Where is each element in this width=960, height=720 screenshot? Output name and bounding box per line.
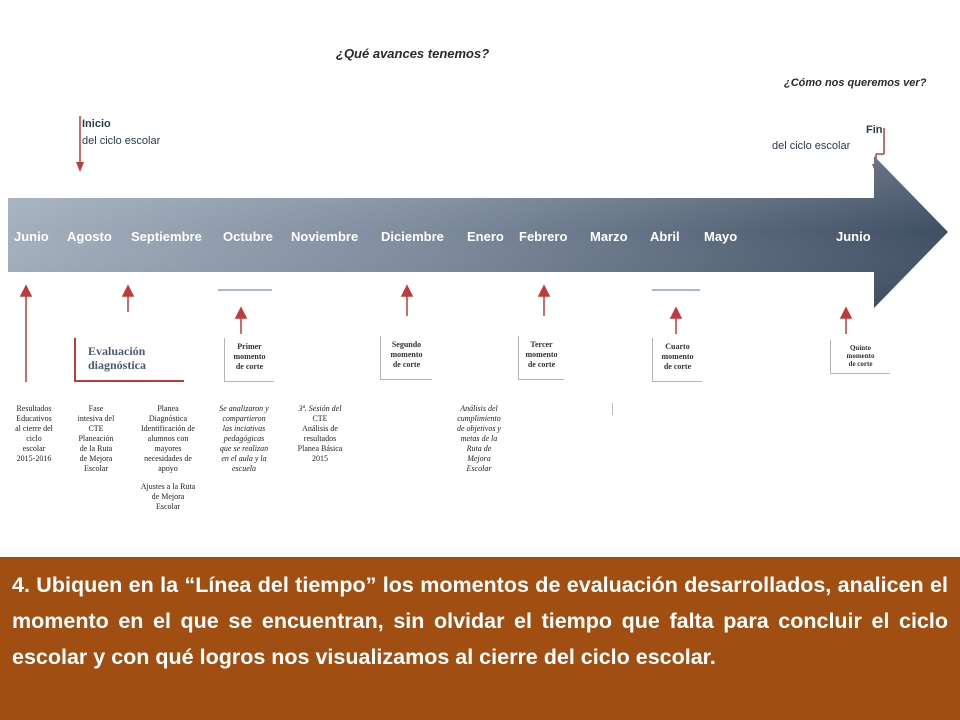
start-marker-subtitle: del ciclo escolar — [82, 135, 161, 147]
note-sesion-cte: 3ª. Sesión del CTE Análisis de resultados Planea Básica 2015 — [297, 404, 343, 463]
cut-moment-2: Segundo momento de corte — [380, 336, 432, 380]
evaluation-diagnostic-box — [74, 338, 184, 382]
cut-moment-1: Primer momento de corte — [224, 338, 274, 382]
month-septiembre: Septiembre — [131, 229, 202, 244]
instruction-text: 4. Ubiquen en la “Línea del tiempo” los momentos de evaluación desarrollados, analicen el momento en el que se encuentran, sin olvidar el tiempo que falta para concluir el ciclo escolar y con qué logros nos visualizamos al cierre del ciclo escolar. — [12, 573, 948, 669]
month-enero: Enero — [467, 229, 504, 244]
cut-moment-3: Tercer momento de corte — [518, 336, 564, 380]
up-arrow-icon — [123, 286, 133, 296]
month-diciembre: Diciembre — [381, 229, 444, 244]
note-fase-intensiva: Fase intesiva del CTE Planeación de la Ruta de Mejora Escolar — [77, 404, 115, 473]
month-junio: Junio — [14, 229, 49, 244]
note-planea-diagnostica: Planea Diagnóstica Identificación de alumnos con mayores necesidades de apoyo Ajustes a la Ruta de Mejora Escolar — [140, 404, 196, 511]
month-febrero: Febrero — [519, 229, 568, 244]
up-arrow-icon — [841, 308, 851, 318]
question-center: ¿Qué avances tenemos? — [336, 46, 490, 61]
small-divider — [612, 403, 613, 415]
up-arrow-icon — [671, 308, 681, 318]
note-iniciativas: Se analizaron y compartieron las inciativas pedagógicas que se realizan en el aula y la escuela — [219, 404, 269, 473]
evaluation-diagnostic-line2: diagnóstica — [88, 358, 147, 372]
up-arrow-icon — [236, 308, 246, 318]
month-octubre: Octubre — [223, 229, 273, 244]
note-analisis-cumplimiento: Análisis del cumplimiento de objetivos y metas de la Ruta de Mejora Escolar — [457, 404, 501, 473]
instruction-panel — [0, 557, 960, 720]
end-marker-title: Fin — [866, 124, 883, 136]
month-mayo: Mayo — [704, 229, 738, 244]
month-agosto: Agosto — [67, 229, 112, 244]
up-arrow-icon — [402, 286, 412, 296]
month-abril: Abril — [650, 229, 680, 244]
start-marker-title: Inicio — [82, 118, 111, 130]
month-junio-end: Junio — [836, 229, 871, 244]
month-marzo: Marzo — [590, 229, 628, 244]
up-arrow-icon — [539, 286, 549, 296]
question-right: ¿Cómo nos queremos ver? — [784, 77, 927, 89]
cut-moment-4: Cuarto momento de corte — [652, 338, 702, 382]
end-marker-subtitle: del ciclo escolar — [772, 140, 851, 152]
month-noviembre: Noviembre — [291, 229, 359, 244]
note-resultados: Resultados Educativos al cierre del ciclo escolar 2015-2016 — [15, 404, 53, 463]
evaluation-diagnostic-line1: Evaluación — [88, 344, 146, 358]
cut-moment-5: Quinto momento de corte — [830, 340, 890, 374]
up-arrow-icon — [21, 286, 31, 296]
